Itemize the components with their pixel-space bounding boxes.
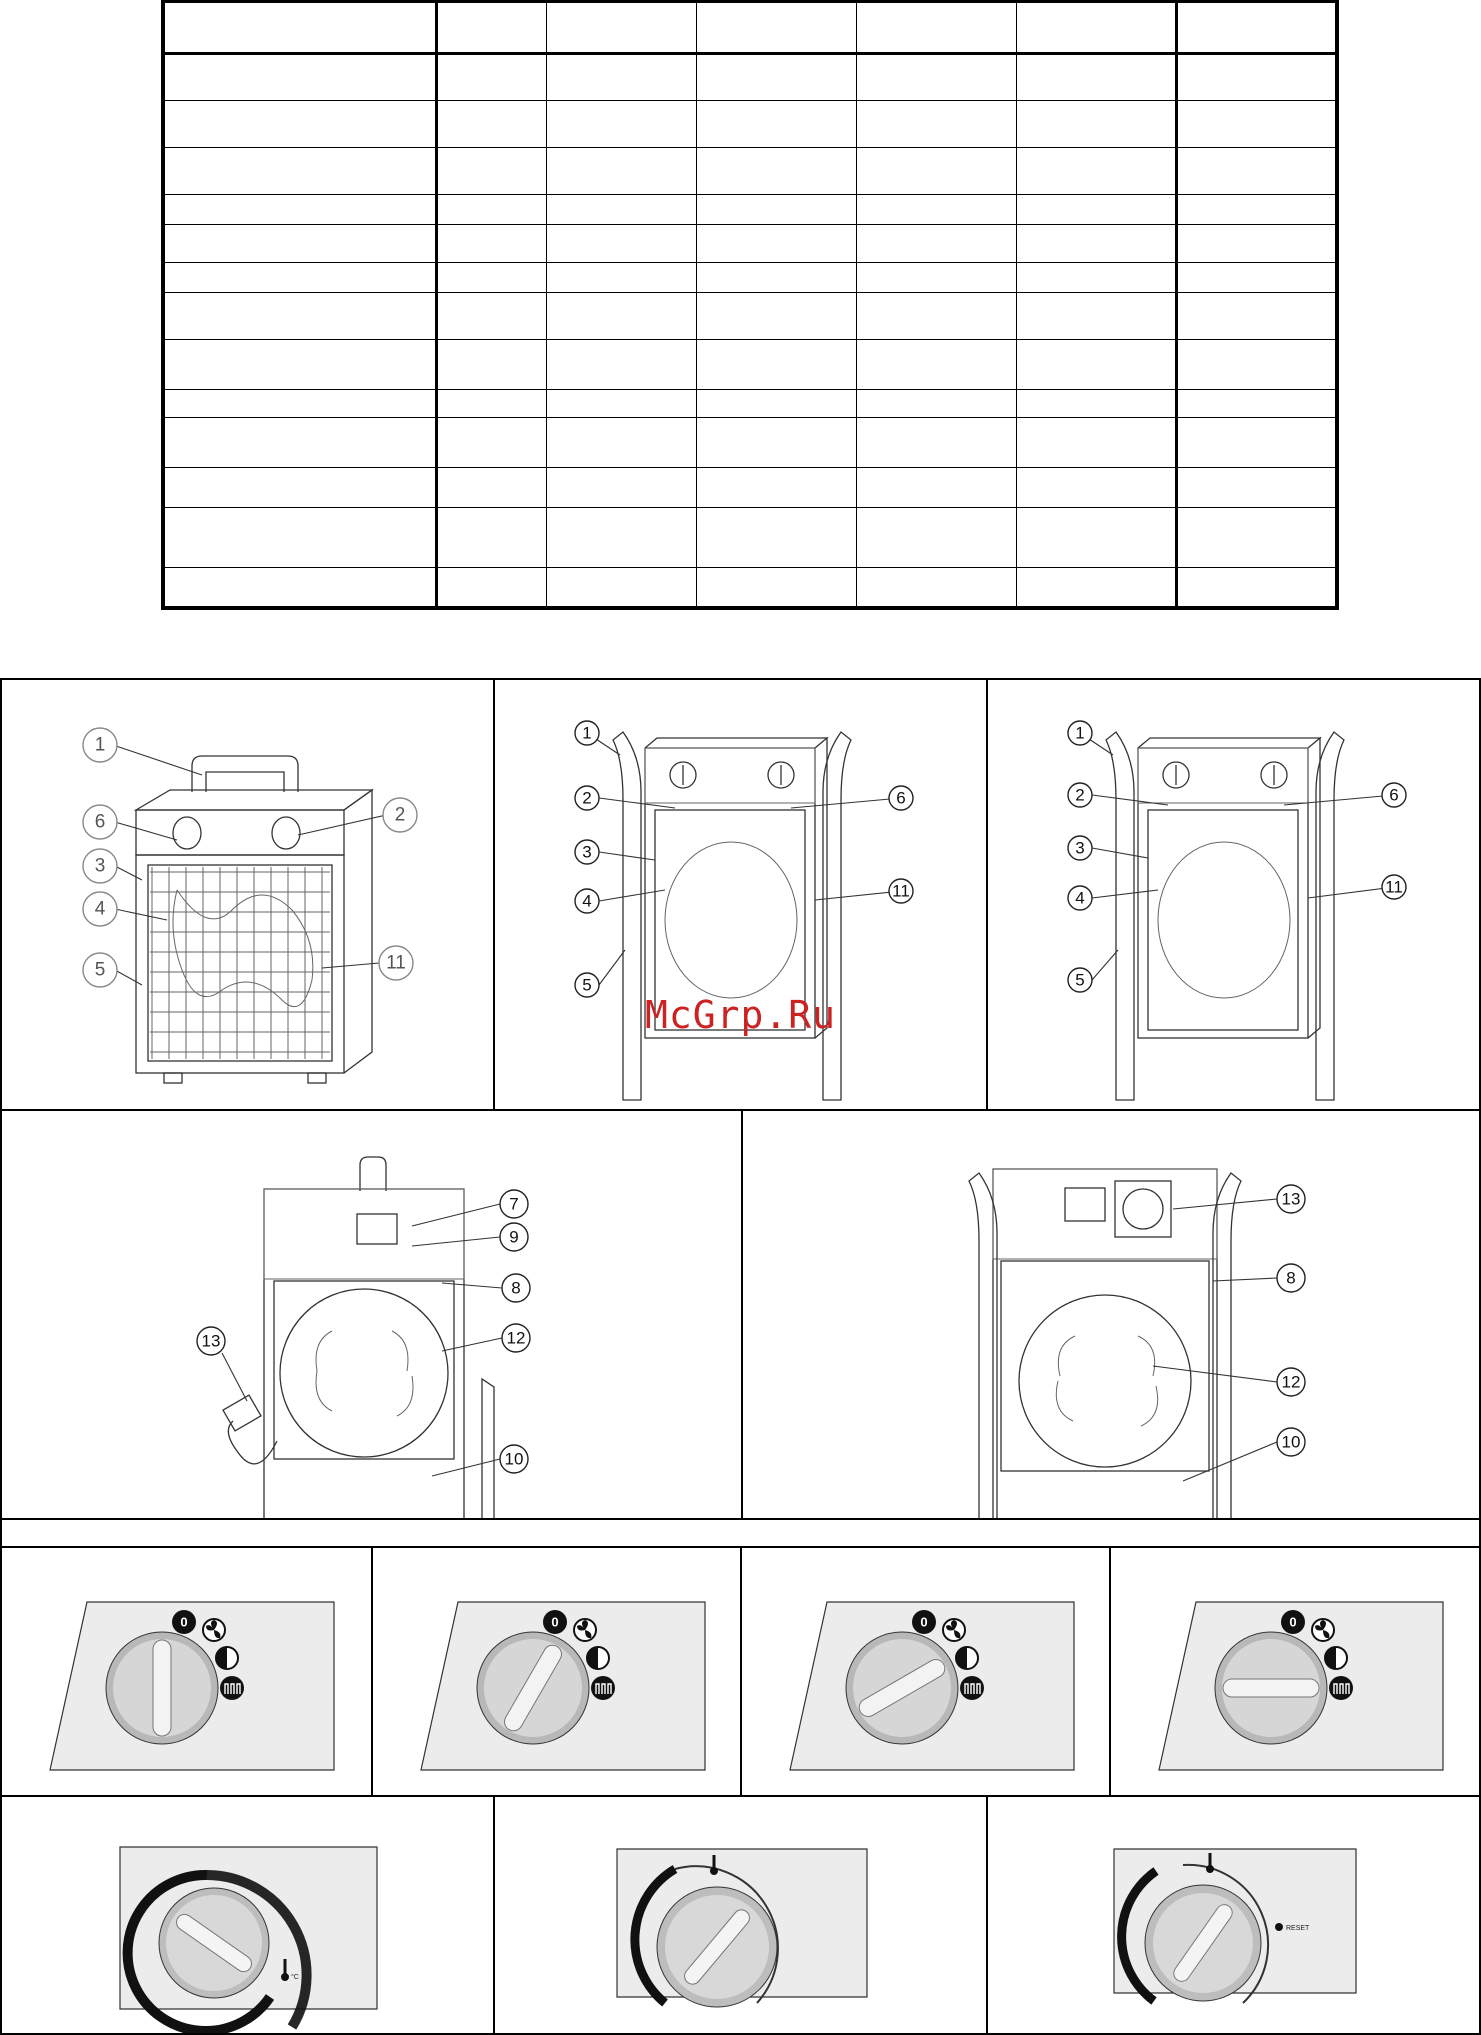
callout-7 (500, 1190, 528, 1218)
reset-indicator-dot (1275, 1923, 1283, 1931)
svg-text:10: 10 (1281, 1432, 1301, 1452)
fan-icon (203, 1619, 225, 1641)
mode-switch-drawing (1111, 1548, 1481, 1797)
callout-10 (500, 1445, 528, 1473)
diagram-panel-4 (0, 1109, 743, 1520)
table-header-row (163, 2, 1337, 54)
callout-6 (889, 786, 913, 810)
off-symbol (912, 1610, 936, 1634)
diagram-panel-1 (0, 678, 495, 1111)
callout-9 (500, 1223, 528, 1251)
svg-text:2: 2 (394, 804, 406, 826)
fan-icon (943, 1619, 965, 1641)
diagram-panel-3 (986, 678, 1481, 1111)
svg-text:3: 3 (1075, 838, 1085, 858)
callout-4 (83, 892, 117, 926)
svg-text:11: 11 (386, 952, 406, 974)
half-heat-icon (587, 1647, 609, 1669)
table-row (163, 195, 1337, 225)
switch-position-half-heat (740, 1546, 1111, 1797)
svg-text:0: 0 (920, 1614, 928, 1630)
thermostat-drawing (2, 1797, 495, 2035)
full-heat-icon (591, 1676, 615, 1700)
table-row (163, 418, 1337, 468)
table-row (163, 508, 1337, 568)
svg-text:3: 3 (582, 842, 592, 862)
svg-text:9: 9 (509, 1227, 519, 1247)
table-row (163, 54, 1337, 101)
table-row (163, 468, 1337, 508)
heater-rear-drawing (2, 1111, 743, 1520)
callout-10 (1277, 1428, 1305, 1456)
svg-text:8: 8 (511, 1278, 521, 1298)
half-heat-icon (956, 1647, 978, 1669)
thermostat-drawing (495, 1797, 988, 2035)
half-heat-icon (1325, 1647, 1347, 1669)
off-symbol (1281, 1610, 1305, 1634)
table-row (163, 148, 1337, 195)
full-heat-icon (960, 1676, 984, 1700)
svg-text:0: 0 (551, 1614, 559, 1630)
callout-13 (197, 1327, 225, 1355)
heater-isometric-drawing (2, 680, 495, 1111)
callout-3 (575, 840, 599, 864)
callout-1 (575, 721, 599, 745)
callouts (197, 1190, 530, 1476)
table-row (163, 225, 1337, 263)
callout-2 (1068, 783, 1092, 807)
svg-text:1: 1 (582, 723, 592, 743)
callout-11 (889, 879, 913, 903)
callout-4 (1068, 886, 1092, 910)
svg-text:2: 2 (582, 788, 592, 808)
thermostat-panel-1 (0, 1795, 495, 2035)
callouts (83, 728, 417, 987)
full-heat-icon (220, 1676, 244, 1700)
heater-frame-front-drawing (495, 680, 988, 1111)
thermostat-drawing (988, 1797, 1481, 2035)
svg-text:12: 12 (506, 1328, 526, 1348)
svg-text:5: 5 (582, 975, 592, 995)
callout-8 (502, 1274, 530, 1302)
svg-text:6: 6 (896, 788, 906, 808)
mode-switch-drawing (2, 1548, 373, 1797)
svg-text:4: 4 (582, 891, 592, 911)
svg-text:3: 3 (94, 855, 106, 877)
callout-3 (1068, 836, 1092, 860)
callout-12 (1277, 1368, 1305, 1396)
table-row (163, 101, 1337, 148)
callouts (575, 721, 913, 997)
svg-text:13: 13 (201, 1331, 221, 1351)
svg-text:0: 0 (180, 1614, 188, 1630)
callout-5 (83, 953, 117, 987)
svg-text:8: 8 (1286, 1268, 1296, 1288)
callout-1 (1068, 721, 1092, 745)
svg-text:6: 6 (1389, 785, 1399, 805)
mode-switch-drawing (742, 1548, 1111, 1797)
callout-1 (83, 728, 117, 762)
reset-label: RESET (1286, 1925, 1310, 1932)
callout-11 (1382, 875, 1406, 899)
callout-3 (83, 849, 117, 883)
separator-row (0, 1518, 1481, 1548)
fan-icon (1312, 1619, 1334, 1641)
off-symbol (543, 1610, 567, 1634)
svg-text:11: 11 (1385, 877, 1403, 897)
svg-text:13: 13 (1281, 1189, 1301, 1209)
thermostat-panel-3 (986, 1795, 1481, 2035)
svg-text:1: 1 (1075, 723, 1085, 743)
svg-text:10: 10 (504, 1449, 524, 1469)
callout-2 (383, 798, 417, 832)
diagram-panel-5 (741, 1109, 1481, 1520)
svg-text:5: 5 (94, 959, 106, 981)
thermostat-panel-2 (493, 1795, 988, 2035)
specification-table (161, 0, 1339, 610)
fan-icon (574, 1619, 596, 1641)
mode-switch-drawing (373, 1548, 742, 1797)
callout-11 (379, 946, 413, 980)
svg-text:7: 7 (509, 1194, 519, 1214)
callout-4 (575, 889, 599, 913)
thermostat-unit: °C (291, 1974, 299, 1981)
svg-text:1: 1 (94, 734, 106, 756)
table-row (163, 293, 1337, 340)
svg-text:12: 12 (1281, 1372, 1301, 1392)
svg-text:4: 4 (94, 898, 106, 920)
table-row (163, 568, 1337, 608)
svg-text:2: 2 (1075, 785, 1085, 805)
svg-text:4: 4 (1075, 888, 1085, 908)
svg-text:5: 5 (1075, 970, 1085, 990)
heater-frame-rear-drawing (743, 1111, 1481, 1520)
diagram-panel-2 (493, 678, 988, 1111)
svg-text:11: 11 (892, 881, 910, 901)
callouts (1068, 721, 1406, 992)
callout-8 (1277, 1264, 1305, 1292)
off-symbol (172, 1610, 196, 1634)
callout-6 (83, 805, 117, 839)
callout-12 (502, 1324, 530, 1352)
switch-position-full-heat (1109, 1546, 1481, 1797)
svg-text:6: 6 (94, 811, 106, 833)
svg-text:0: 0 (1289, 1614, 1297, 1630)
callout-2 (575, 786, 599, 810)
watermark: McGrp.Ru (645, 993, 837, 1037)
table-row (163, 340, 1337, 390)
switch-position-off (0, 1546, 373, 1797)
callout-6 (1382, 783, 1406, 807)
table-row (163, 390, 1337, 418)
callout-5 (1068, 968, 1092, 992)
callout-5 (575, 973, 599, 997)
heater-frame-front-drawing-2 (988, 680, 1481, 1111)
half-heat-icon (216, 1647, 238, 1669)
full-heat-icon (1329, 1676, 1353, 1700)
callout-13 (1277, 1185, 1305, 1213)
switch-position-fan (371, 1546, 742, 1797)
table-row (163, 263, 1337, 293)
